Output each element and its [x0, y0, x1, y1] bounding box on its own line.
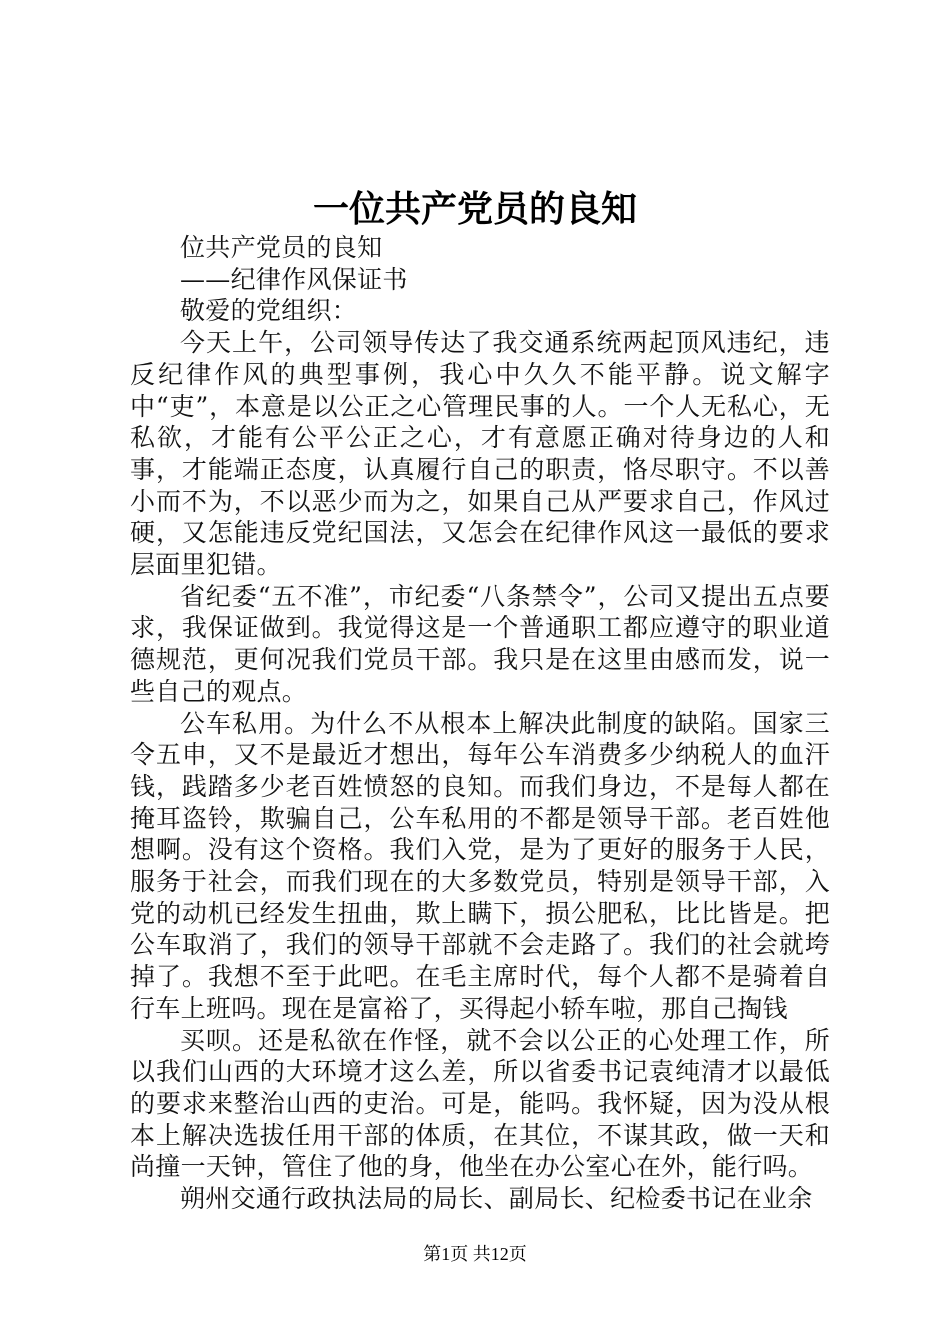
- page-footer: 第1页 共12页: [423, 1244, 527, 1264]
- paragraph-subheading: ——纪律作风保证书: [180, 264, 408, 294]
- paragraph: 买呗。还是私欲在作怪，就不会以公正的心处理工作，所以我们山西的大环境才这么差，所以省委书记袁纯清才以最低的要求来整治山西的吏治。可是，能吗。我怀疑，因为没从根本上解决选拔任用干部的体质，在其位，不谋其政，做一天和尚撞一天钟，管住了他的身，他坐在办公室心在外，能行吗。: [130, 1025, 830, 1182]
- paragraph: 今天上午，公司领导传达了我交通系统两起顶风违纪，违反纪律作风的典型事例，我心中久久不能平静。说文解字中“吏”，本意是以公正之心管理民事的人。一个人无私心，无私欲，才能有公平公正之心，才有意愿正确对待身边的人和事，才能端正态度，认真履行自己的职责，恪尽职守。不以善小而不为，不以恶少而为之，如果自己从严要求自己，作风过硬，又怎能违反党纪国法，又怎会在纪律作风这一最低的要求层面里犯错。: [130, 328, 830, 580]
- paragraph-salutation: 敬爱的党组织：: [180, 296, 358, 326]
- paragraph: 省纪委“五不准”，市纪委“八条禁令”，公司又提出五点要求，我保证做到。我觉得这是一个普通职工都应遵守的职业道德规范，更何况我们党员干部。我只是在这里由感而发，说一些自己的观点。: [130, 581, 830, 706]
- document-body: [130, 232, 830, 1215]
- document-title: 一位共产党员的良知: [312, 188, 637, 230]
- paragraph: 朔州交通行政执法局的局长、副局长、纪检委书记在业余: [180, 1184, 813, 1214]
- paragraph: 公车私用。为什么不从根本上解决此制度的缺陷。国家三令五申，又不是最近才想出，每年公车消费多少纳税人的血汗钱，践踏多少老百姓愤怒的良知。而我们身边，不是每人都在掩耳盗铃，欺骗自己，公车私用的不都是领导干部。老百姓他想啊。没有这个资格。我们入党，是为了更好的服务于人民，服务于社会，而我们现在的大多数党员，特别是领导干部，入党的动机已经发生扭曲，欺上瞒下，损公肥私，比比皆是。把公车取消了，我们的领导干部就不会走路了。我们的社会就垮掉了。我想不至于此吧。在毛主席时代，每个人都不是骑着自行车上班吗。现在是富裕了，买得起小轿车啦，那自己掏钱: [130, 708, 830, 1023]
- paragraph-subtitle: 位共产党员的良知: [180, 233, 383, 262]
